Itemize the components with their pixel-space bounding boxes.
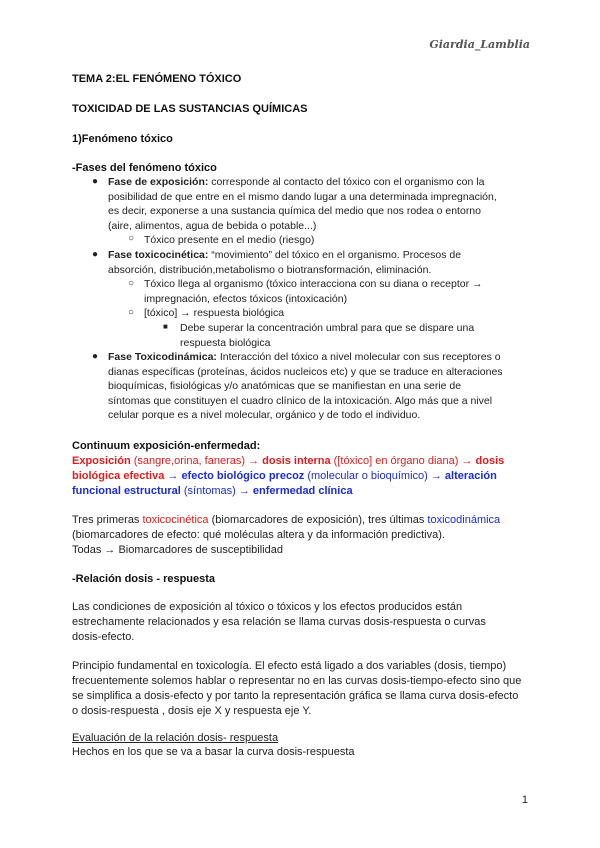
evaluation-heading: Evaluación de la relación dosis- respuesta	[72, 732, 279, 744]
sub-bullet-circle: ○	[128, 278, 135, 289]
exposure-phase: Fase de exposición: corresponde al contacto del tóxico con el organismo con la posibilidad de que entre en el mismo dando lugar a una determinada impregnación, es decir, exponerse a una sustancia química del medio que nos rodea o entorno (aire, alimentos, agua de bebida o potable...)	[108, 176, 497, 232]
biomarkers-paragraph: Tres primeras toxicocinética (biomarcadores de exposición), tres últimas toxicodinámica (biomarcadores de efecto: qué moléculas altera y da información predictiva). Todas → Biomarcadores de susceptibilidad	[72, 514, 501, 556]
subtitle: TOXICIDAD DE LAS SUSTANCIAS QUÍMICAS	[72, 103, 308, 115]
sub-bullet-circle: ○	[128, 307, 135, 318]
bullet-dot: ●	[92, 351, 99, 362]
bullet-dot: ●	[92, 176, 99, 187]
continuum-heading: Continuum exposición-enfermedad:	[72, 440, 261, 452]
sub-sub-bullet-square: ■	[163, 322, 168, 331]
author-signature: Giardia_Lamblia	[429, 38, 530, 51]
page-number: 1	[521, 794, 528, 806]
exposure-sub-item: Tóxico presente en el medio (riesgo)	[144, 234, 315, 246]
toxicodynamic-phase: Fase Toxicodinámica: Interacción del tóxico a nivel molecular con sus receptores o dianas específicas (proteínas, ácidos nucleicos etc) y que se traduce en alteraciones bioquímicas, fisiológicas y/o anatómicas que se manifiestan en una serie de síntomas que constituyen el cuadro clínico de la intoxicación. Algo más que a nivel celular porque es a nivel molecular, orgánico y de todo el individuo.	[108, 351, 503, 421]
dose-response-heading: -Relación dosis - respuesta	[72, 573, 216, 585]
paragraph-conditions: Las condiciones de exposición al tóxico o tóxicos y los efectos producidos están estrechamente relacionados y esa relación se llama curvas dosis-respuesta o curvas dosis-efecto.	[72, 601, 486, 643]
paragraph-principle: Principio fundamental en toxicología. El efecto está ligado a dos variables (dosis, tiempo) frecuentemente solemos hablar o representar no en las curvas dosis-tiempo-efecto sino que se simplifica a dosis-efecto y por tanto la representación gráfica se llama curva dosis-efecto o dosis-respuesta , dosis eje X y respuesta eje Y.	[72, 660, 522, 717]
toxicokinetic-phase: Fase toxicocinética: “movimiento” del tóxico en el organismo. Procesos de absorción, distribución,metabolismo o biotransformación, eliminación.	[108, 249, 462, 276]
phases-heading: -Fases del fenómeno tóxico	[72, 162, 217, 174]
toxicokinetic-sub-item: [tóxico] → respuesta biológica	[144, 307, 285, 319]
continuum-chain: Exposición (sangre,orina, faneras) → dosis interna ([tóxico] en órgano diana) → dosis biológica efectiva → efecto biológico precoz (molecular o bioquímico) → alteración funcional estructural (síntomas) → enfermedad clínica	[72, 455, 505, 497]
toxicokinetic-sub-item: Tóxico llega al organismo (tóxico interacciona con su diana o receptor → impregnación, efectos tóxicos (intoxicación)	[144, 278, 483, 305]
document-title: TEMA 2:EL FENÓMENO TÓXICO	[72, 73, 242, 85]
toxicokinetic-sub-sub-item: Debe superar la concentración umbral para que se dispare una respuesta biológica	[180, 322, 475, 349]
evaluation-text: Hechos en los que se va a basar la curva dosis-respuesta	[72, 746, 355, 758]
sub-bullet-circle: ○	[128, 233, 135, 244]
section-heading: 1)Fenómeno tóxico	[72, 133, 173, 145]
bullet-dot: ●	[92, 249, 99, 260]
